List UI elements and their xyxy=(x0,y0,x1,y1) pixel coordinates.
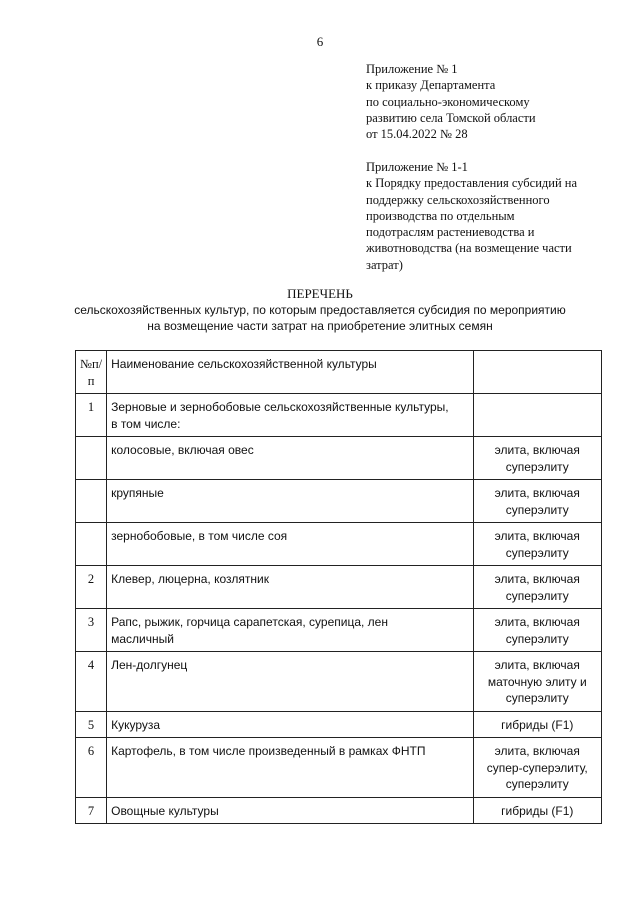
table-row xyxy=(76,711,602,738)
crop-name-cell-line: масличный xyxy=(111,631,174,646)
table-row xyxy=(76,480,602,523)
row-num-cell xyxy=(76,437,107,480)
crop-name-cell xyxy=(107,394,473,437)
seed-category-cell-line: элита, включая xyxy=(494,529,580,543)
appendix-1-line: развитию села Томской области xyxy=(366,110,536,125)
seed-category-cell-line: суперэлиту xyxy=(505,777,569,791)
appendix-1-1-line: поддержку сельскохозяйственного xyxy=(366,192,550,207)
crop-name-cell xyxy=(107,566,473,609)
row-num-cell: 6 xyxy=(76,738,107,798)
header-num-cell-line: п/п xyxy=(87,357,103,388)
appendix-1-1-line: Приложение № 1-1 xyxy=(366,160,468,174)
crop-name-cell xyxy=(107,738,473,798)
seed-category-cell-line: суперэлиту xyxy=(505,588,569,603)
seed-category-cell xyxy=(473,480,601,523)
seed-category-cell-line: суперэлиту xyxy=(505,631,569,646)
crop-name-cell-line: Рапс, рыжик, горчица сарапетская, сурепица, лен xyxy=(111,615,388,629)
crop-name-cell xyxy=(107,797,473,824)
row-num-cell: 1 xyxy=(76,394,107,437)
appendix-1-1-line: производства по отдельным xyxy=(366,208,515,223)
crop-name-cell-line: колосовые, включая овес xyxy=(111,443,254,457)
seed-category-cell-line: гибриды (F1) xyxy=(501,803,574,818)
seed-category-cell xyxy=(473,437,601,480)
crop-name-cell-line: Кукуруза xyxy=(111,717,161,732)
row-num-cell xyxy=(76,523,107,566)
document-subtitle xyxy=(40,303,600,334)
seed-category-cell-line: маточную элиту и xyxy=(487,674,587,689)
appendix-1-1-line: затрат) xyxy=(366,257,403,272)
row-num-cell: 7 xyxy=(76,797,107,824)
crop-name-cell xyxy=(107,652,473,712)
table-row xyxy=(76,566,602,609)
row-num-cell: 5 xyxy=(76,711,107,738)
crop-name-cell-line: Лен-долгунец xyxy=(111,658,188,672)
header-name-cell-line: Наименование сельскохозяйственной культуры xyxy=(111,357,377,371)
row-num-cell: 3 xyxy=(76,609,107,652)
appendix-1-line: к приказу Департамента xyxy=(366,78,496,93)
seed-category-cell-line: элита, включая xyxy=(494,658,580,672)
appendix-1-line: от 15.04.2022 № 28 xyxy=(366,127,468,142)
seed-category-cell xyxy=(473,738,601,798)
crops-table-body xyxy=(76,351,602,824)
document-title: ПЕРЕЧЕНЬ xyxy=(287,286,353,301)
seed-category-cell xyxy=(473,797,601,824)
crop-name-cell-line: Клевер, люцерна, козлятник xyxy=(111,572,269,586)
seed-category-cell-line: суперэлиту xyxy=(505,545,569,560)
crop-name-cell-line: зернобобовые, в том числе соя xyxy=(111,529,288,543)
table-row xyxy=(76,797,602,824)
crop-name-cell xyxy=(107,609,473,652)
appendix-1-1-block xyxy=(366,159,616,273)
appendix-1-1-line: подотраслям растениеводства и xyxy=(366,225,535,240)
appendix-1-1-line: к Порядку предоставления субсидий на xyxy=(366,176,578,191)
table-row xyxy=(76,609,602,652)
seed-category-cell-line: суперэлиту xyxy=(505,691,569,705)
seed-category-cell-line: элита, включая xyxy=(494,443,580,457)
crop-name-cell-line: Зерновые и зернобобовые сельскохозяйственные культуры, xyxy=(111,400,449,414)
crop-name-cell xyxy=(107,437,473,480)
seed-category-cell-line: гибриды (F1) xyxy=(501,717,574,732)
crop-name-cell xyxy=(107,711,473,738)
header-num-cell-line: № xyxy=(80,357,92,371)
table-row xyxy=(76,738,602,798)
header-name-cell xyxy=(107,351,473,394)
row-num-cell xyxy=(76,480,107,523)
seed-category-cell xyxy=(473,523,601,566)
table-row xyxy=(76,394,602,437)
seed-category-cell xyxy=(473,609,601,652)
seed-category-cell-line: супер-суперэлиту, xyxy=(486,760,588,775)
table-header-row xyxy=(76,351,602,394)
appendix-1-line: Приложение № 1 xyxy=(366,62,458,76)
seed-category-cell xyxy=(473,566,601,609)
table-row xyxy=(76,652,602,712)
crop-name-cell xyxy=(107,523,473,566)
seed-category-cell xyxy=(473,652,601,712)
crop-name-cell-line: Картофель, в том числе произведенный в рамках ФНТП xyxy=(111,744,426,758)
row-num-cell: 4 xyxy=(76,652,107,712)
seed-category-cell-line: суперэлиту xyxy=(505,459,569,474)
row-num-cell: 2 xyxy=(76,566,107,609)
crop-name-cell-line: в том числе: xyxy=(111,416,181,431)
seed-category-cell-line: элита, включая xyxy=(494,572,580,586)
subtitle-line: на возмещение части затрат на приобретение элитных семян xyxy=(147,318,493,333)
subtitle-line: сельскохозяйственных культур, по которым предоставляется субсидия по мероприятию xyxy=(74,303,566,317)
appendix-1-1-line: животноводства (на возмещение части xyxy=(366,241,572,256)
seed-category-cell-line: элита, включая xyxy=(494,486,580,500)
crops-table xyxy=(75,350,602,824)
appendix-1-block xyxy=(366,61,616,142)
table-row xyxy=(76,437,602,480)
page-number: 6 xyxy=(316,34,324,49)
crop-name-cell-line: Овощные культуры xyxy=(111,803,219,818)
header-num-cell xyxy=(76,351,107,394)
appendix-1-line: по социально-экономическому xyxy=(366,94,530,109)
crop-name-cell xyxy=(107,480,473,523)
seed-category-cell xyxy=(473,711,601,738)
seed-category-cell-line: элита, включая xyxy=(494,744,580,758)
seed-category-cell-line: суперэлиту xyxy=(505,502,569,517)
crop-name-cell-line: крупяные xyxy=(111,486,164,500)
table-row xyxy=(76,523,602,566)
seed-category-cell-line: элита, включая xyxy=(494,615,580,629)
header-type-cell xyxy=(473,351,601,394)
seed-category-cell xyxy=(473,394,601,437)
